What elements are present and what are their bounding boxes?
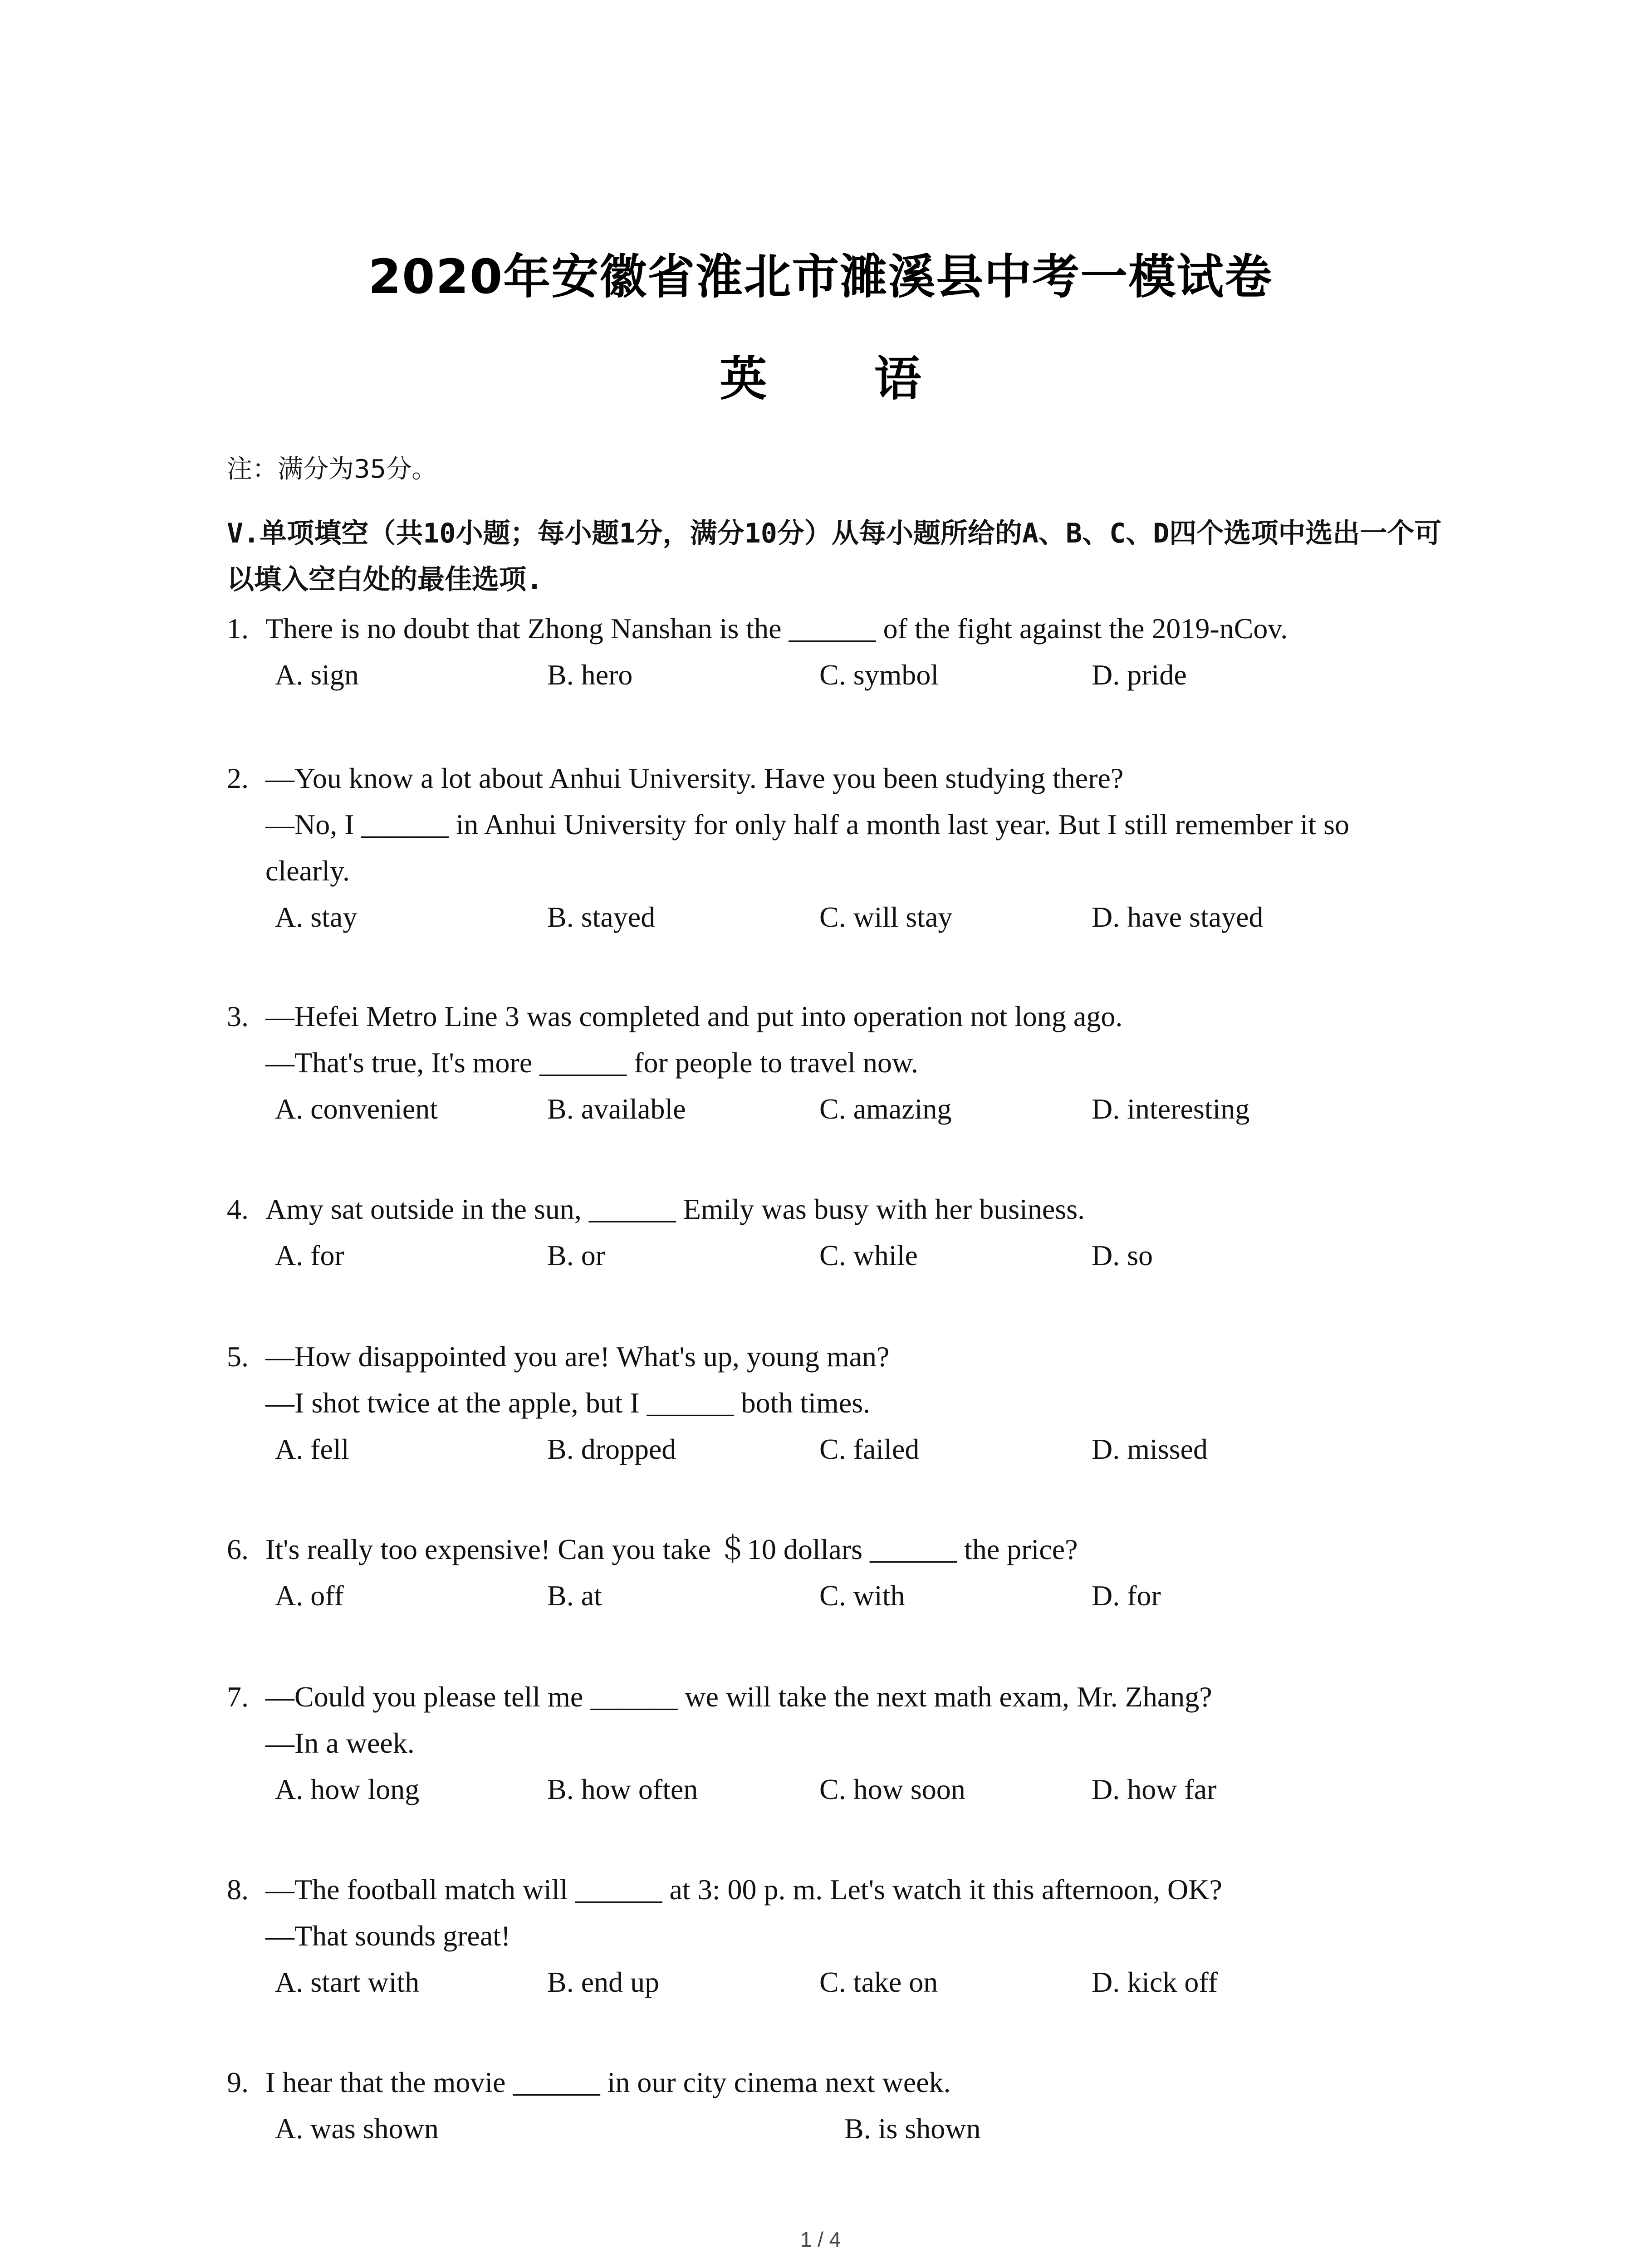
question-line bbox=[227, 755, 1452, 802]
question-number: 5. bbox=[227, 1340, 249, 1373]
answer-options bbox=[275, 1426, 1452, 1472]
answer-option[interactable]: A. stay bbox=[275, 901, 358, 933]
question-text: It's really too expensive! Can you take ＄10 dollars ______ the price? bbox=[265, 1533, 1078, 1565]
question-line bbox=[227, 1334, 1452, 1380]
answer-options bbox=[275, 1573, 1452, 1619]
question-text: —Hefei Metro Line 3 was completed and put into operation not long ago. bbox=[265, 1000, 1123, 1032]
answer-options bbox=[275, 2106, 1452, 2152]
answer-option[interactable]: A. fell bbox=[275, 1433, 349, 1465]
question-item bbox=[227, 1186, 1452, 1279]
question-text: —In a week. bbox=[265, 1727, 415, 1759]
question-line bbox=[227, 1913, 1452, 1959]
question-text: —Could you please tell me ______ we will take the next math exam, Mr. Zhang? bbox=[265, 1681, 1212, 1713]
question-item bbox=[227, 1334, 1452, 1472]
answer-option[interactable]: D. kick off bbox=[1092, 1966, 1218, 1998]
answer-option[interactable]: C. while bbox=[819, 1239, 918, 1271]
answer-option[interactable]: A. was shown bbox=[275, 2112, 439, 2145]
question-text: —How disappointed you are! What's up, young man? bbox=[265, 1340, 890, 1373]
question-text: clearly. bbox=[265, 855, 350, 887]
answer-option[interactable]: C. will stay bbox=[819, 901, 953, 933]
answer-option[interactable]: B. dropped bbox=[547, 1433, 676, 1465]
answer-option[interactable]: D. have stayed bbox=[1092, 901, 1264, 933]
answer-options bbox=[275, 1766, 1452, 1813]
question-line bbox=[227, 1526, 1452, 1573]
answer-option[interactable]: A. off bbox=[275, 1579, 344, 1612]
question-text: —That sounds great! bbox=[265, 1920, 511, 1952]
question-line bbox=[227, 1380, 1452, 1426]
answer-option[interactable]: B. is shown bbox=[844, 2112, 981, 2145]
question-text: —The football match will ______ at 3: 00 p. m. Let's watch it this afternoon, OK? bbox=[265, 1873, 1222, 1906]
answer-options bbox=[275, 1232, 1452, 1279]
question-line bbox=[227, 1186, 1452, 1232]
question-line bbox=[227, 848, 1452, 894]
question-text: Amy sat outside in the sun, ______ Emily was busy with her business. bbox=[265, 1193, 1085, 1225]
page-number: 1 / 4 bbox=[800, 2228, 841, 2251]
answer-option[interactable]: D. so bbox=[1092, 1239, 1153, 1271]
answer-option[interactable]: A. how long bbox=[275, 1773, 420, 1805]
question-item bbox=[227, 1867, 1452, 2005]
question-number: 7. bbox=[227, 1681, 249, 1713]
question-item bbox=[227, 993, 1452, 1132]
answer-option[interactable]: C. with bbox=[819, 1579, 905, 1612]
question-line bbox=[227, 993, 1452, 1040]
answer-option[interactable]: C. how soon bbox=[819, 1773, 965, 1805]
answer-option[interactable]: A. sign bbox=[275, 659, 359, 691]
answer-option[interactable]: B. at bbox=[547, 1579, 602, 1612]
question-line bbox=[227, 1867, 1452, 1913]
exam-title: 2020年安徽省淮北市濉溪县中考一模试卷 bbox=[368, 249, 1273, 304]
section-heading: V.单项填空（共10小题；每小题1分，满分10分）从每小题所给的A、B、C、D四个选项中选出一个可以填入空白处的最佳选项. bbox=[227, 518, 1442, 596]
question-line bbox=[227, 802, 1452, 848]
question-number: 3. bbox=[227, 1000, 249, 1032]
answer-option[interactable]: C. symbol bbox=[819, 659, 939, 691]
question-text: —You know a lot about Anhui University. Have you been studying there? bbox=[265, 762, 1124, 794]
answer-option[interactable]: D. missed bbox=[1092, 1433, 1208, 1465]
answer-options bbox=[275, 894, 1452, 940]
answer-options bbox=[275, 1086, 1452, 1132]
answer-option[interactable]: B. stayed bbox=[547, 901, 656, 933]
answer-option[interactable]: B. hero bbox=[547, 659, 633, 691]
question-item bbox=[227, 606, 1452, 698]
answer-option[interactable]: D. for bbox=[1092, 1579, 1161, 1612]
question-item bbox=[227, 2059, 1452, 2152]
answer-options bbox=[275, 652, 1452, 698]
question-text: —That's true, It's more ______ for people to travel now. bbox=[265, 1046, 918, 1079]
question-number: 1. bbox=[227, 612, 249, 645]
question-number: 2. bbox=[227, 762, 249, 794]
question-line bbox=[227, 1674, 1452, 1720]
score-note: 注：满分为35分。 bbox=[227, 455, 437, 484]
question-line bbox=[227, 2059, 1452, 2106]
answer-option[interactable]: C. amazing bbox=[819, 1093, 952, 1125]
answer-option[interactable]: A. start with bbox=[275, 1966, 420, 1998]
answer-option[interactable]: B. end up bbox=[547, 1966, 660, 1998]
answer-option[interactable]: A. convenient bbox=[275, 1093, 438, 1125]
answer-option[interactable]: D. interesting bbox=[1092, 1093, 1250, 1125]
question-text: I hear that the movie ______ in our city cinema next week. bbox=[265, 2066, 951, 2098]
answer-options bbox=[275, 1959, 1452, 2005]
question-number: 6. bbox=[227, 1533, 249, 1565]
answer-option[interactable]: C. failed bbox=[819, 1433, 920, 1465]
question-number: 8. bbox=[227, 1873, 249, 1906]
question-item bbox=[227, 755, 1452, 940]
subject-title: 英 语 bbox=[720, 351, 967, 406]
answer-option[interactable]: D. pride bbox=[1092, 659, 1187, 691]
question-item bbox=[227, 1674, 1452, 1813]
answer-option[interactable]: B. or bbox=[547, 1239, 605, 1271]
question-line bbox=[227, 1720, 1452, 1766]
question-line bbox=[227, 1040, 1452, 1086]
answer-option[interactable]: D. how far bbox=[1092, 1773, 1217, 1805]
question-text: There is no doubt that Zhong Nanshan is the ______ of the fight against the 2019-nCov. bbox=[265, 612, 1288, 645]
answer-option[interactable]: A. for bbox=[275, 1239, 344, 1271]
question-number: 4. bbox=[227, 1193, 249, 1225]
question-text: —No, I ______ in Anhui University for only half a month last year. But I still remember it so bbox=[265, 808, 1349, 841]
answer-option[interactable]: B. available bbox=[547, 1093, 686, 1125]
question-text: —I shot twice at the apple, but I ______ both times. bbox=[265, 1387, 871, 1419]
question-item bbox=[227, 1526, 1452, 1619]
question-line bbox=[227, 606, 1452, 652]
answer-option[interactable]: B. how often bbox=[547, 1773, 698, 1805]
question-number: 9. bbox=[227, 2066, 249, 2098]
answer-option[interactable]: C. take on bbox=[819, 1966, 938, 1998]
